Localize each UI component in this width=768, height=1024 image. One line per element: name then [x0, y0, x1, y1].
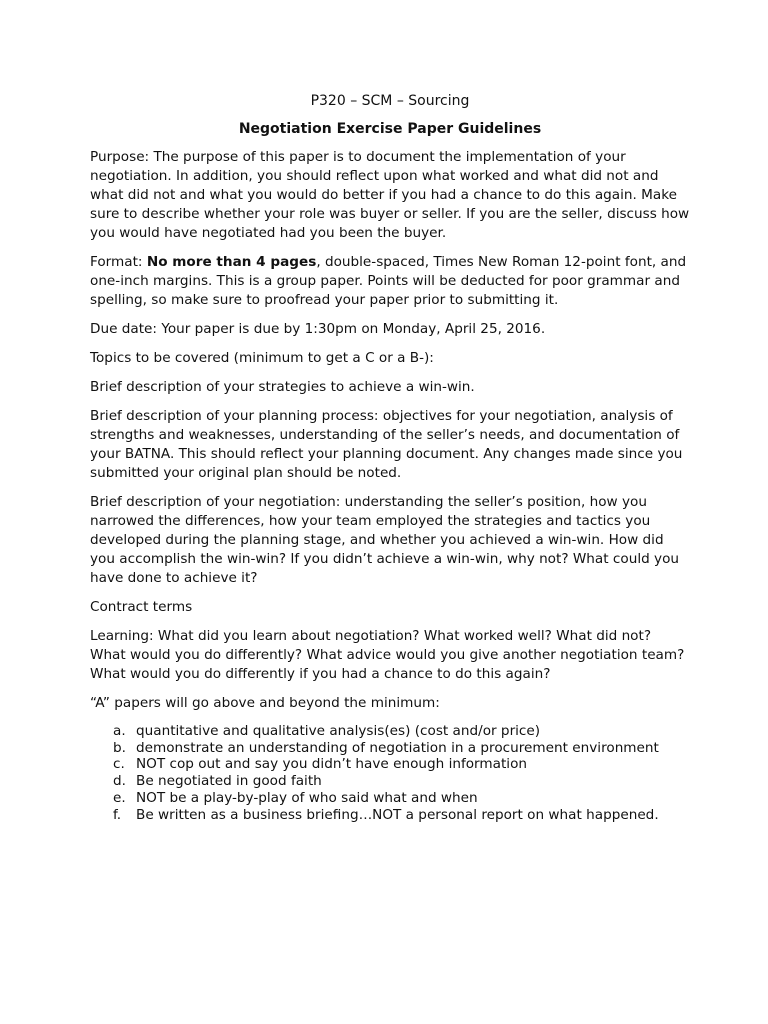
negotiation-paragraph: Brief description of your negotiation: understanding the seller’s position, how you narrowed the differences, how your team employed the strategies and tactics you developed during the planning stage, and whether you achieved a win-win. How did you accomplish the win-win? If you didn’t achieve a win-win, why not? What could you have done to achieve it?	[90, 494, 680, 586]
list-item	[113, 740, 690, 757]
list-item-text: Be written as a business briefing…NOT a personal report on what happened.	[136, 806, 659, 823]
format-prefix: Format:	[90, 254, 147, 270]
due-date-paragraph: Due date: Your paper is due by 1:30pm on Monday, April 25, 2016.	[90, 321, 546, 337]
list-item	[113, 756, 690, 773]
list-item	[113, 723, 690, 740]
document-title: P320 – SCM – Sourcing	[310, 93, 470, 109]
format-details: , double-spaced, Times New Roman 12-point font, and one-inch margins. This is a group paper. Points will be deducted for poor grammar and spelling, so make sure to proofread your paper prior to submitting it.	[90, 254, 687, 308]
list-item-marker: d.	[113, 773, 126, 790]
contract-terms-paragraph: Contract terms	[90, 599, 193, 615]
a-papers-intro-paragraph: “A” papers will go above and beyond the minimum:	[90, 695, 440, 711]
list-item-text: Be negotiated in good faith	[136, 773, 322, 790]
list-item-text: NOT cop out and say you didn’t have enough information	[136, 756, 528, 773]
list-item-text: demonstrate an understanding of negotiation in a procurement environment	[136, 739, 659, 756]
list-item-text: quantitative and qualitative analysis(es) (cost and/or price)	[136, 723, 541, 739]
format-page-limit: No more than 4 pages	[146, 254, 317, 270]
document-subtitle: Negotiation Exercise Paper Guidelines	[238, 121, 542, 137]
planning-paragraph: Brief description of your planning process: objectives for your negotiation, analysis of strengths and weaknesses, understanding of the seller’s needs, and documentation of your BATNA. This should reflect your planning document. Any changes made since you submitted your original plan should be noted.	[90, 408, 683, 481]
list-item	[113, 790, 690, 807]
topics-intro-paragraph: Topics to be covered (minimum to get a C or a B-):	[90, 350, 434, 366]
format-paragraph	[90, 253, 690, 310]
purpose-paragraph: Purpose: The purpose of this paper is to document the implementation of your negotiation. In addition, you should reflect upon what worked and what did not and what did not and what you would do better if you had a chance to do this again. Make sure to describe whether your role was buyer or seller. If you are the seller, discuss how you would have negotiated had you been the buyer.	[90, 149, 690, 241]
document-page	[90, 92, 690, 823]
list-item	[113, 773, 690, 790]
strategies-paragraph: Brief description of your strategies to achieve a win-win.	[90, 379, 475, 395]
list-item-marker: b.	[113, 739, 126, 756]
list-item-marker: e.	[113, 789, 126, 806]
list-item-text: NOT be a play-by-play of who said what and when	[136, 789, 478, 806]
list-item-marker: f.	[113, 806, 122, 823]
list-item-marker: c.	[113, 756, 125, 773]
list-item-marker: a.	[113, 723, 126, 739]
a-papers-criteria-list	[90, 723, 690, 823]
learning-paragraph: Learning: What did you learn about negotiation? What worked well? What did not? What would you do differently? What advice would you give another negotiation team? What would you do differently if you had a chance to do this again?	[90, 628, 685, 682]
list-item	[113, 807, 690, 824]
